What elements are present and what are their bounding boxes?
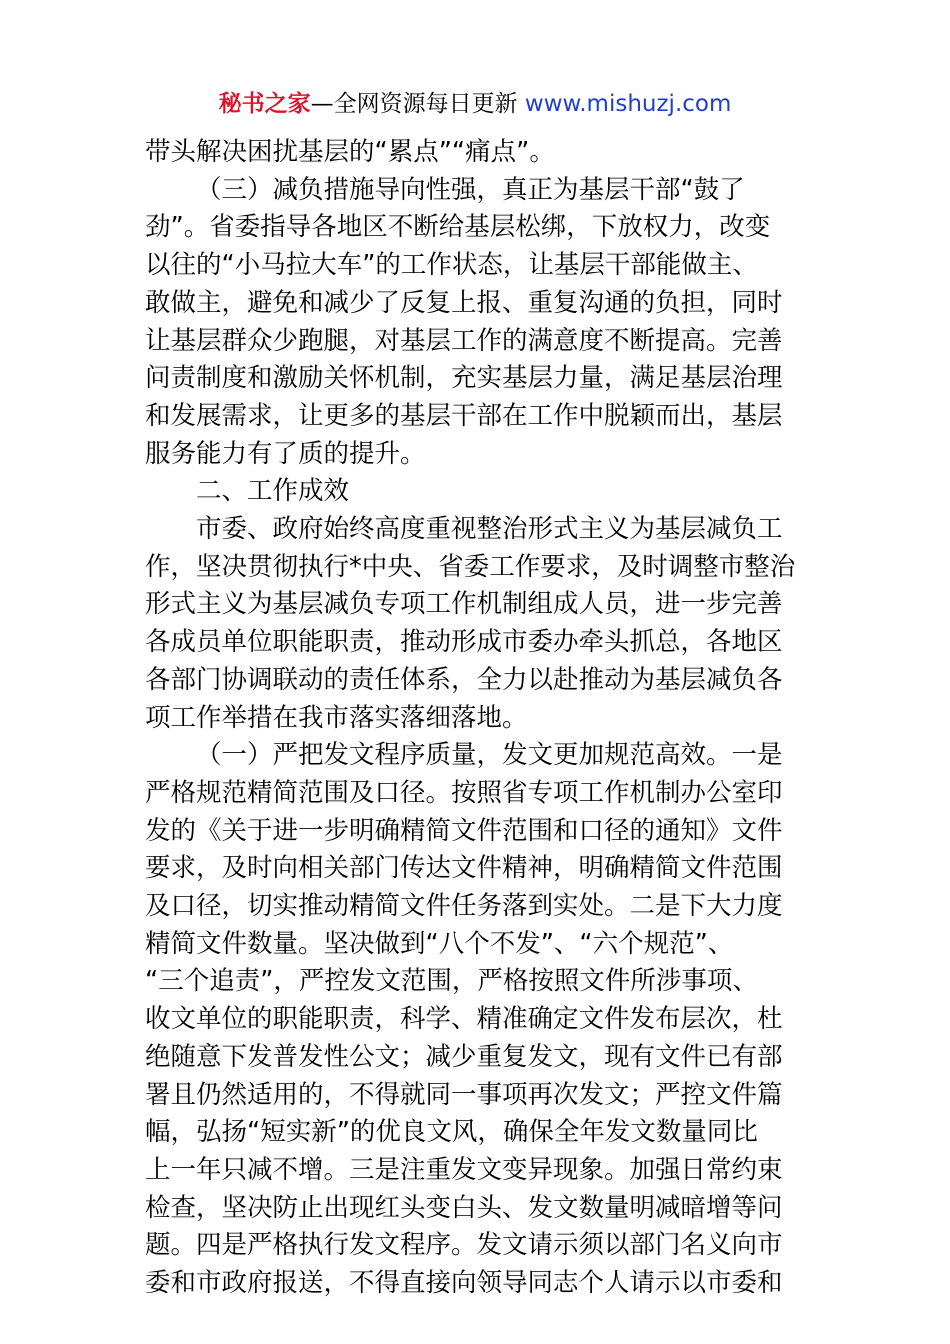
- text-line: 收文单位的职能职责，科学、精准确定文件发布层次，杜: [145, 1004, 783, 1035]
- text-line: “三个追责”，严控发文范围，严格按照文件所涉事项、: [145, 966, 758, 997]
- text-line: 幅，弘扬“短实新”的优良文风，确保全年发文数量同比: [145, 1117, 758, 1148]
- text-line: 带头解决困扰基层的“累点”“痛点”。: [145, 137, 555, 167]
- text-line: 题。四是严格执行发文程序。发文请示须以部门名义向市: [145, 1230, 783, 1261]
- section-heading-3: （三）减负措施导向性强，真正为基层干部“鼓了: [196, 174, 745, 205]
- text-line: 各部门协调联动的责任体系，全力以赴推动为基层减负各: [145, 664, 783, 695]
- text-line: 署且仍然适用的，不得就同一事项再次发文；严控文件篇: [145, 1079, 783, 1110]
- text-line: 绝随意下发普发性公文；减少重复发文，现有文件已有部: [145, 1041, 783, 1072]
- site-url-link[interactable]: www.mishuzj.com: [524, 91, 732, 117]
- text-line: 项工作举措在我市落实落细落地。: [145, 702, 528, 733]
- text-line: 敢做主，避免和减少了反复上报、重复沟通的负担，同时: [145, 287, 783, 318]
- text-line: 各成员单位职能职责，推动形成市委办牵头抓总，各地区: [145, 627, 783, 658]
- text-line: 要求，及时向相关部门传达文件精神，明确精简文件范围: [145, 853, 783, 884]
- text-line: 上一年只减不增。三是注重发文变异现象。加强日常约束: [145, 1154, 783, 1185]
- document-body: [145, 134, 807, 1303]
- header-tagline: —全网资源每日更新: [310, 91, 525, 117]
- text-line: 服务能力有了质的提升。: [145, 438, 426, 469]
- brand-name: 秘书之家: [218, 91, 311, 117]
- section-heading-1: （一）严把发文程序质量，发文更加规范高效。一是: [196, 740, 783, 771]
- text-line: 严格规范精简范围及口径。按照省专项工作机制办公室印: [145, 777, 783, 808]
- text-line: 发的《关于进一步明确精简文件范围和口径的通知》文件: [145, 815, 783, 846]
- text-line: 形式主义为基层减负专项工作机制组成人员，进一步完善: [145, 589, 783, 620]
- text-line: 以往的“小马拉大车”的工作状态，让基层干部能做主、: [145, 250, 758, 281]
- text-line: 和发展需求，让更多的基层干部在工作中脱颖而出，基层: [145, 400, 783, 431]
- text-line: 检查，坚决防止出现红头变白头、发文数量明减暗增等问: [145, 1192, 783, 1223]
- text-line: 精简文件数量。坚决做到“八个不发”、“六个规范”、: [145, 928, 734, 959]
- site-header: [0, 86, 950, 122]
- text-line: 委和市政府报送，不得直接向领导同志个人请示以市委和: [145, 1268, 783, 1299]
- text-line: 劲”。省委指导各地区不断给基层松绑，下放权力，改变: [145, 212, 771, 243]
- text-line: 作，坚决贯彻执行*中央、省委工作要求，及时调整市整治: [145, 551, 796, 582]
- paragraph-start: 市委、政府始终高度重视整治形式主义为基层减负工: [196, 514, 783, 545]
- text-line: 问责制度和激励关怀机制，充实基层力量，满足基层治理: [145, 363, 783, 394]
- text-line: 让基层群众少跑腿，对基层工作的满意度不断提高。完善: [145, 325, 783, 356]
- text-line: 及口径，切实推动精简文件任务落到实处。二是下大力度: [145, 891, 783, 922]
- section-heading-work-results: 二、工作成效: [196, 476, 350, 507]
